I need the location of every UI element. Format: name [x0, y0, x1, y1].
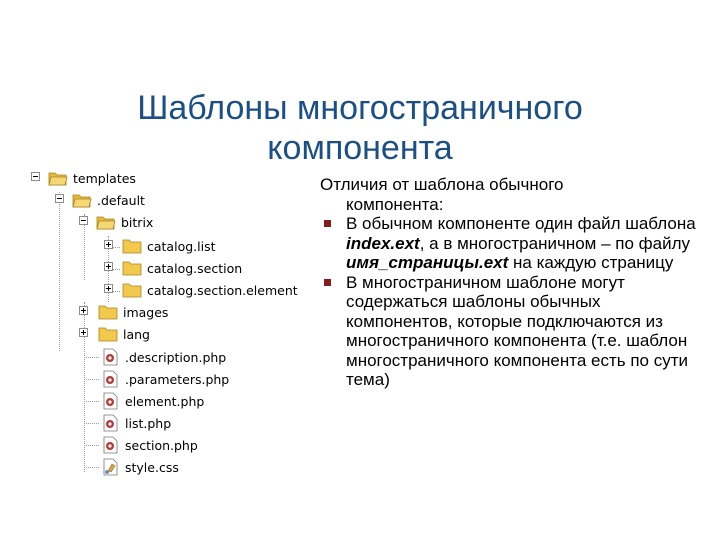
- tree-item-list-php[interactable]: [100, 412, 171, 434]
- folder-open-icon: [48, 169, 68, 187]
- tree-item-label: .default: [97, 192, 145, 208]
- php-file-icon: [100, 348, 120, 366]
- slide-text: [320, 175, 700, 390]
- file-tree: [26, 165, 346, 485]
- tree-item-images[interactable]: [98, 301, 168, 323]
- php-file-icon: [100, 436, 120, 454]
- tree-item-label: .parameters.php: [125, 371, 230, 387]
- folder-icon: [98, 303, 118, 321]
- emphasis-index-ext: index.ext: [346, 233, 420, 253]
- tree-item-label: element.php: [125, 393, 205, 409]
- tree-item-label: section.php: [125, 437, 198, 453]
- tree-item-label: templates: [73, 170, 136, 186]
- expand-catalog-list-toggle[interactable]: [104, 240, 113, 249]
- tree-item-catalog-list[interactable]: [122, 235, 215, 257]
- tree-item-description-php[interactable]: [100, 346, 226, 368]
- tree-item-label: catalog.list: [147, 238, 216, 254]
- tree-item-label: catalog.section: [147, 260, 243, 276]
- php-file-icon: [100, 370, 120, 388]
- tree-item-label: images: [123, 304, 169, 320]
- collapse-default-toggle[interactable]: [55, 194, 64, 203]
- intro-line2: компонента:: [346, 194, 444, 214]
- square-bullet-icon: [324, 220, 331, 227]
- slide-title-line2: компонента: [267, 129, 453, 167]
- bullet-list: [320, 214, 700, 390]
- folder-icon: [122, 259, 142, 277]
- tree-item-label: bitrix: [121, 214, 154, 230]
- expand-catalog-section-element-toggle[interactable]: [104, 284, 113, 293]
- folder-open-icon: [72, 191, 92, 209]
- css-file-icon: [100, 458, 120, 476]
- tree-item-label: style.css: [125, 459, 179, 475]
- expand-catalog-section-toggle[interactable]: [104, 262, 113, 271]
- slide-title: [80, 88, 640, 168]
- expand-images-toggle[interactable]: [79, 306, 88, 315]
- tree-item-style-css[interactable]: [100, 456, 179, 478]
- tree-item-element-php[interactable]: [100, 390, 204, 412]
- tree-item-label: .description.php: [125, 349, 227, 365]
- folder-icon: [122, 237, 142, 255]
- bullet-item-1: В обычном компоненте один файл шаблона index.ext, а в многостраничном – по файлу имя_страницы.ext на каждую страницу: [320, 214, 700, 273]
- collapse-bitrix-toggle[interactable]: [79, 216, 88, 225]
- emphasis-page-name-ext: имя_страницы.ext: [346, 253, 509, 272]
- collapse-templates-toggle[interactable]: [31, 172, 40, 181]
- tree-item-bitrix[interactable]: [96, 211, 153, 233]
- php-file-icon: [100, 392, 120, 410]
- slide-title-line1: Шаблоны многостраничного: [137, 89, 583, 127]
- expand-lang-toggle[interactable]: [79, 328, 88, 337]
- folder-icon: [122, 281, 142, 299]
- square-bullet-icon: [324, 279, 331, 286]
- bullet-item-2: В многостраничном шаблоне могут содержаться шаблоны обычных компонентов, которые подключаются из многостраничного компонента (т.е. шаблон многостраничного компонента есть по сути тема): [320, 273, 700, 390]
- tree-item-default[interactable]: [72, 189, 145, 211]
- tree-item-label: list.php: [125, 415, 172, 431]
- tree-item-templates[interactable]: [48, 167, 136, 189]
- intro-paragraph: [320, 175, 700, 214]
- tree-item-label: catalog.section.element: [147, 282, 298, 298]
- tree-item-lang[interactable]: [98, 323, 150, 345]
- folder-icon: [98, 325, 118, 343]
- tree-item-catalog-section-element[interactable]: [122, 279, 298, 301]
- folder-open-icon: [96, 213, 116, 231]
- php-file-icon: [100, 414, 120, 432]
- tree-item-section-php[interactable]: [100, 434, 198, 456]
- tree-item-catalog-section[interactable]: [122, 257, 242, 279]
- tree-item-parameters-php[interactable]: [100, 368, 229, 390]
- intro-line1: Отличия от шаблона обычного: [320, 175, 564, 194]
- tree-item-label: lang: [123, 326, 150, 342]
